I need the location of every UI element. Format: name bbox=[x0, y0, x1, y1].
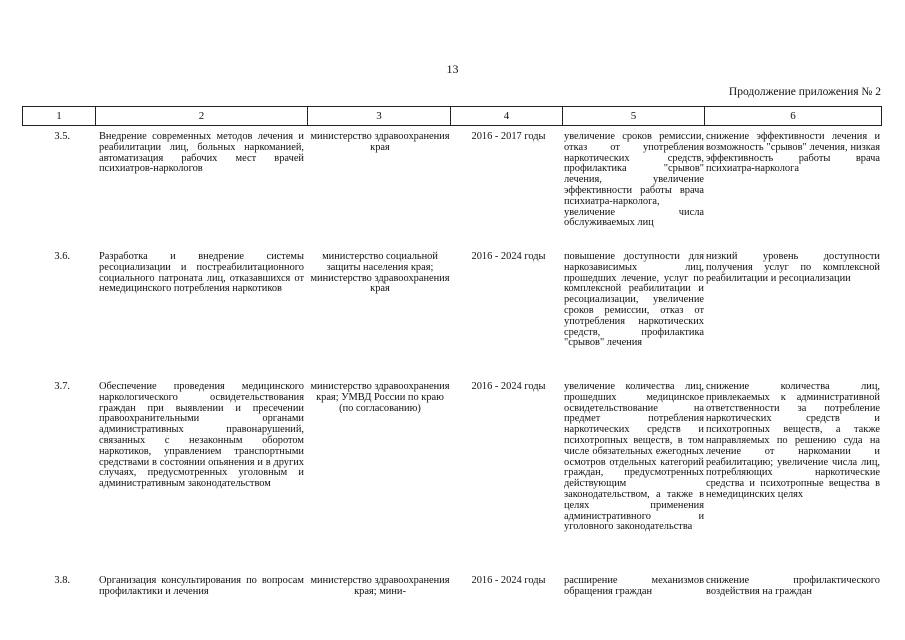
row-number: 3.5. bbox=[54, 131, 70, 142]
consequence-cell: снижение профилактического воздействия на граждан bbox=[706, 575, 880, 597]
result-cell: увеличение сроков ремиссии, отказ от употребления наркотических средств, профилактика "срывов" лечения, увеличение эффективности работы врача психиатра-нарколога, увеличение числа обслуживаемых лиц bbox=[564, 131, 704, 229]
table-header-row bbox=[22, 106, 882, 126]
executor-cell: министерство здравоохранения края; УМВД России по краю (по согласованию) bbox=[310, 381, 450, 414]
row-number: 3.8. bbox=[54, 575, 70, 586]
header-col-2: 2 bbox=[96, 107, 308, 125]
header-col-3: 3 bbox=[308, 107, 451, 125]
row-number: 3.6. bbox=[54, 251, 70, 262]
executor-cell: министерство социальной защиты населения края; министерство здравоохранения края bbox=[310, 251, 450, 295]
consequence-cell: низкий уровень доступности получения услуг по комплексной реабилитации и ресоциализации bbox=[706, 251, 880, 284]
header-col-4: 4 bbox=[451, 107, 563, 125]
executor-cell: министерство здравоохранения края; мини- bbox=[310, 575, 450, 597]
row-number: 3.7. bbox=[54, 381, 70, 392]
result-cell: повышение доступности для наркозависимых лиц, прошедших лечение, услуг по комплексной реабилитации и ресоциализации, увеличение сроков ремиссии, отказ от употребления наркотических средств, профилактика "срывов" лечения bbox=[564, 251, 704, 349]
period-cell: 2016 - 2024 годы bbox=[471, 575, 546, 586]
period-cell: 2016 - 2024 годы bbox=[471, 381, 546, 392]
measure-cell: Разработка и внедрение системы ресоциализации и постреабилитационного социального патроната лиц, отказавшихся от немедицинского потребления наркотиков bbox=[99, 251, 304, 295]
period-cell: 2016 - 2017 годы bbox=[471, 131, 546, 142]
measure-cell: Обеспечение проведения медицинского наркологического освидетельствования граждан при выявлении и пресечении правоохранительными органами административных правонарушений, связанных с незаконным оборотом наркотиков, управлением транспортными средствами в состоянии опьянения и в других случаях, предусмотренных уголовным и административным законодательством bbox=[99, 381, 304, 490]
period-cell: 2016 - 2024 годы bbox=[471, 251, 546, 262]
continuation-label: Продолжение приложения № 2 bbox=[728, 86, 881, 98]
page-number: 13 bbox=[446, 62, 459, 76]
executor-cell: министерство здравоохранения края bbox=[310, 131, 450, 153]
header-col-1: 1 bbox=[23, 107, 96, 125]
consequence-cell: снижение эффективности лечения и возможность "срывов" лечения, низкая эффективность работы врача психиатра-нарколога bbox=[706, 131, 880, 175]
result-cell: увеличение количества лиц, прошедших медицинское освидетельствование на предмет потребления наркотических средств и психотропных веществ, в том числе обязательных ежегодных осмотров отдельных категорий граждан, предусмотренных действующим законодательством, а также в целях применения административного и уголовного законодательства bbox=[564, 381, 704, 533]
result-cell: расширение механизмов обращения граждан bbox=[564, 575, 704, 597]
measure-cell: Организация консультирования по вопросам профилактики и лечения bbox=[99, 575, 304, 597]
header-col-5: 5 bbox=[563, 107, 705, 125]
consequence-cell: снижение количества лиц, привлекаемых к административной ответственности за потребление наркотических средств и психотропных веществ, а также направляемых по решению суда на лечение от наркомании и реабилитацию; увеличение числа лиц, потребляющих наркотические средства и психотропные вещества в немедицинских целях bbox=[706, 381, 880, 500]
header-col-6: 6 bbox=[790, 110, 796, 122]
measure-cell: Внедрение современных методов лечения и реабилитации лиц, больных наркоманией, автоматизация рабочих мест врачей психиатров-наркологов bbox=[99, 131, 304, 175]
